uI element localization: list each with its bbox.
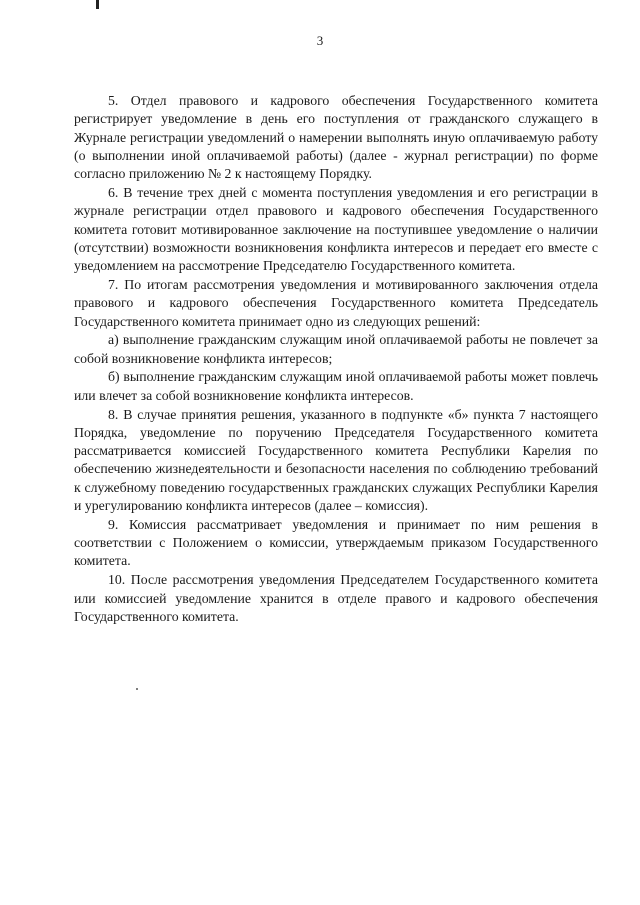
page-number: 3 [316, 33, 324, 48]
paragraph-6: 6. В течение трех дней с момента поступления уведомления и его регистрации в журнале регистрации отдел правового и кадрового обеспечения Государственного комитета готовит мотивированное заключение на поступившее уведомление о наличии (отсутствии) возможности возникновения конфликта интересов и передает его вместе с уведомлением на рассмотрение Председателю Государственного комитета. [74, 184, 598, 274]
paragraph-7b: б) выполнение гражданским служащим иной оплачиваемой работы может повлечь или влечет за собой возникновение конфликта интересов. [74, 369, 598, 403]
scan-speck [136, 688, 138, 690]
paragraph-7a: а) выполнение гражданским служащим иной оплачиваемой работы не повлечет за собой возникновение конфликта интересов; [74, 332, 598, 366]
document-body [74, 92, 598, 627]
paragraph-7: 7. По итогам рассмотрения уведомления и мотивированного заключения отдела правового и кадрового обеспечения Государственного комитета Председатель Государственного комитета принимает одно из следующих решений: [74, 276, 598, 329]
paragraph-8: 8. В случае принятия решения, указанного в подпункте «б» пункта 7 настоящего Порядка, уведомление по поручению Председателя Государственного комитета рассматривается комиссией Государственного комитета Республики Карелия по обеспечению жизнедеятельности и безопасности населения по соблюдению требований к служебному поведению государственных гражданских служащих Республики Карелия и урегулированию конфликта интересов (далее – комиссия). [74, 406, 598, 514]
scan-edge-mark [96, 0, 99, 9]
paragraph-9: 9. Комиссия рассматривает уведомления и принимает по ним решения в соответствии с Положением о комиссии, утверждаемым приказом Государственного комитета. [74, 516, 598, 569]
paragraph-10: 10. После рассмотрения уведомления Председателем Государственного комитета или комиссией уведомление хранится в отделе правого и кадрового обеспечения Государственного комитета. [74, 572, 598, 624]
paragraph-5: 5. Отдел правового и кадрового обеспечения Государственного комитета регистрирует уведомление в день его поступления от гражданского служащего в Журнале регистрации уведомлений о намерении выполнять иную оплачиваемую работу (о выполнении иной оплачиваемой работы) (далее - журнал регистрации) по форме согласно приложению № 2 к настоящему Порядку. [74, 93, 598, 182]
